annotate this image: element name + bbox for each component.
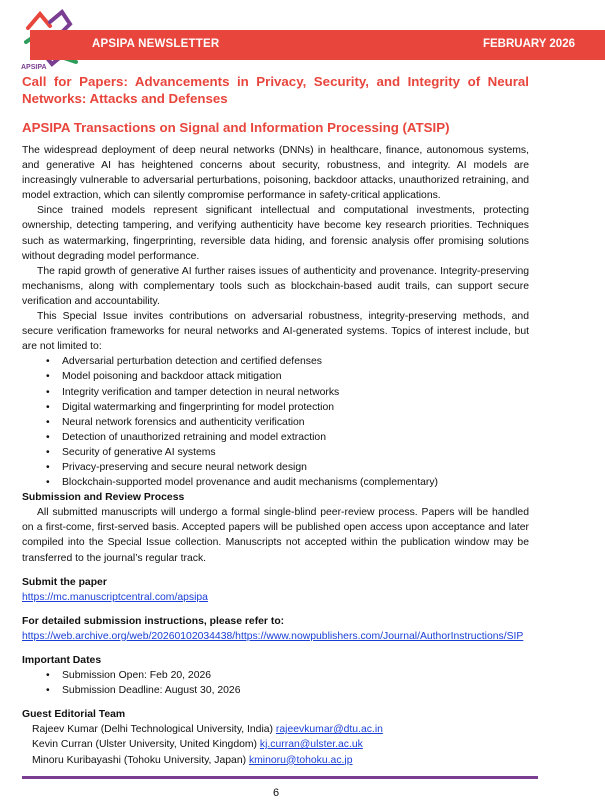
generative-ai-paragraph: The rapid growth of generative AI further raises issues of authenticity and provenance. Integrity-preserving mechanisms, along with complementary tools such as blockchain-based audit trails, can support secure verification and accountability. (22, 265, 529, 307)
dates-list (22, 668, 529, 698)
header-banner (30, 30, 605, 60)
submission-link[interactable]: https://mc.manuscriptcentral.com/apsipa (22, 591, 208, 603)
review-paragraph: All submitted manuscripts will undergo a formal single-blind peer-review process. Papers will be handled on a first-come, first-served basis. Accepted papers will be published open access upon acceptance and later compiled into the Special Issue collection. Manuscripts not accepted within the publication window may be transferred to the journal’s regular track. (22, 507, 529, 564)
instructions-heading: For detailed submission instructions, please refer to: (22, 615, 285, 627)
list-item: • Adversarial perturbation detection and certified defenses (22, 354, 529, 369)
list-item: • Neural network forensics and authenticity verification (22, 415, 529, 430)
page-number: 6 (272, 787, 280, 799)
editor-email[interactable]: kj.curran@ulster.ac.uk (259, 739, 363, 751)
intro-paragraph: The widespread deployment of deep neural networks (DNNs) in healthcare, finance, autonomous systems, and generative AI has heightened concerns about security, robustness, and integrity. AI models are increasingly vulnerable to adversarial perturbations, poisoning, backdoor attacks, unauthorized retraining, and model extraction, which can silently compromise performance in safety-critical applications. (22, 145, 529, 202)
editor-name: Kevin Curran (Ulster University, United Kingdom) (32, 739, 258, 751)
editor-row (22, 753, 529, 768)
list-item: • Digital watermarking and fingerprinting for model protection (22, 400, 529, 415)
list-item: • Blockchain-supported model provenance and audit mechanisms (complementary) (22, 475, 529, 490)
issue-date: FEBRUARY 2026 (482, 38, 575, 50)
editor-name: Minoru Kuribayashi (Tohoku University, Japan) (32, 754, 247, 766)
editor-row (22, 722, 529, 737)
editors-heading: Guest Editorial Team (22, 709, 126, 721)
editor-row (22, 737, 529, 752)
instructions-link[interactable]: https://web.archive.org/web/20260102034438/https://www.nowpublishers.com/Journal/AuthorInstructions/SIP (22, 630, 524, 642)
editor-name: Rajeev Kumar (Delhi Technological University, India) (32, 724, 274, 736)
list-item: • Privacy-preserving and secure neural network design (22, 460, 529, 475)
special-issue-paragraph: This Special Issue invites contributions on adversarial robustness, integrity-preserving methods, and secure verification frameworks for neural networks and AI-generated systems. Topics of interest include, but are not limited to: (22, 311, 529, 353)
dates-heading: Important Dates (22, 655, 102, 666)
submit-heading: Submit the paper (22, 576, 107, 588)
list-item: • Security of generative AI systems (22, 445, 529, 460)
list-item: • Submission Open: Feb 20, 2026 (22, 668, 529, 683)
article-body (22, 143, 529, 768)
editor-email[interactable]: kminoru@tohoku.ac.jp (248, 754, 353, 766)
newsletter-name: APSIPA NEWSLETTER (92, 38, 220, 50)
svg-text:APSIPA: APSIPA (21, 64, 47, 70)
topics-list (22, 354, 529, 490)
ownership-paragraph: Since trained models represent significant intellectual and computational investments, protecting ownership, detecting tampering, and verifying authenticity have become key research priorities. Techniques such as watermarking, fingerprinting, reversible data hiding, and forensic analysis offer promising solutions without degrading model performance. (22, 205, 529, 262)
editor-email[interactable]: rajeevkumar@dtu.ac.in (275, 724, 383, 736)
journal-subtitle: APSIPA Transactions on Signal and Information Processing (ATSIP) (22, 120, 450, 135)
review-heading: Submission and Review Process (22, 492, 185, 504)
list-item: • Submission Deadline: August 30, 2026 (22, 683, 529, 698)
list-item: • Model poisoning and backdoor attack mitigation (22, 369, 529, 384)
footer-rule (22, 776, 538, 779)
page-title: Call for Papers: Advancements in Privacy, Security, and Integrity of Neural Networks: Attacks and Defenses (22, 74, 529, 106)
list-item: • Detection of unauthorized retraining and model extraction (22, 430, 529, 445)
list-item: • Integrity verification and tamper detection in neural networks (22, 385, 529, 400)
